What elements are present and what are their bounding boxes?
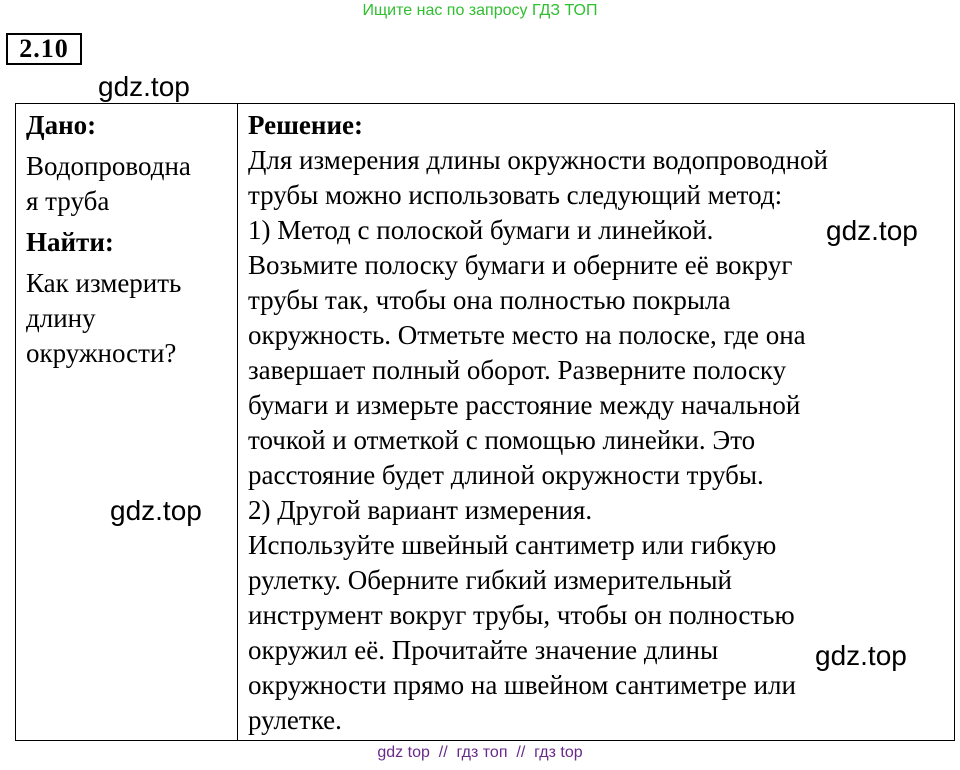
solution-line: Для измерения длины окружности водопроводной xyxy=(248,145,828,175)
solution-line: Возьмите полоску бумаги и оберните её вокруг xyxy=(248,250,793,280)
solution-line: окружности прямо на швейном сантиметре или xyxy=(248,670,796,700)
solution-line: окружность. Отметьте место на полоске, где она xyxy=(248,320,806,350)
solution-line: бумаги и измерьте расстояние между начальной xyxy=(248,390,801,420)
given-text xyxy=(26,149,231,219)
solution-heading: Решение: xyxy=(248,110,363,140)
solution-line: точкой и отметкой с помощью линейки. Это xyxy=(248,425,756,455)
find-text xyxy=(26,266,231,371)
solution-line: рулетке. xyxy=(248,705,342,735)
find-line: длину xyxy=(26,303,96,333)
solution-line: окружил её. Прочитайте значение длины xyxy=(248,635,719,665)
solution-line: 2) Другой вариант измерения. xyxy=(248,495,593,525)
solution-line: рулетку. Оберните гибкий измерительный xyxy=(248,565,732,595)
watermark: gdz.top xyxy=(815,640,907,671)
solution-line: расстояние будет длиной окружности трубы. xyxy=(248,460,764,490)
given-column xyxy=(26,108,231,371)
column-divider xyxy=(237,104,238,740)
solution-line: инструмент вокруг трубы, чтобы он полностью xyxy=(248,600,795,630)
solution-line: Используйте швейный сантиметр или гибкую xyxy=(248,530,777,560)
watermark: gdz.top xyxy=(110,495,202,526)
given-line: Водопроводна xyxy=(26,151,191,181)
find-line: Как измерить xyxy=(26,268,182,298)
solution-line: 1) Метод с полоской бумаги и линейкой. xyxy=(248,215,714,245)
solution-line: трубы так, чтобы она полностью покрыла xyxy=(248,285,731,315)
solution-line: трубы можно использовать следующий метод: xyxy=(248,180,783,210)
bottom-footer: gdz top // гдз топ // гдз top xyxy=(377,744,583,761)
given-heading: Дано: xyxy=(26,110,97,140)
find-line: окружности? xyxy=(26,338,177,368)
find-heading: Найти: xyxy=(26,227,114,257)
problem-number: 2.10 xyxy=(6,33,82,65)
top-banner: Ищите нас по запросу ГДЗ ТОП xyxy=(362,2,598,19)
watermark: gdz.top xyxy=(98,71,190,102)
solution-line: завершает полный оборот. Разверните полоску xyxy=(248,355,787,385)
given-line: я труба xyxy=(26,186,110,216)
watermark: gdz.top xyxy=(826,215,918,246)
